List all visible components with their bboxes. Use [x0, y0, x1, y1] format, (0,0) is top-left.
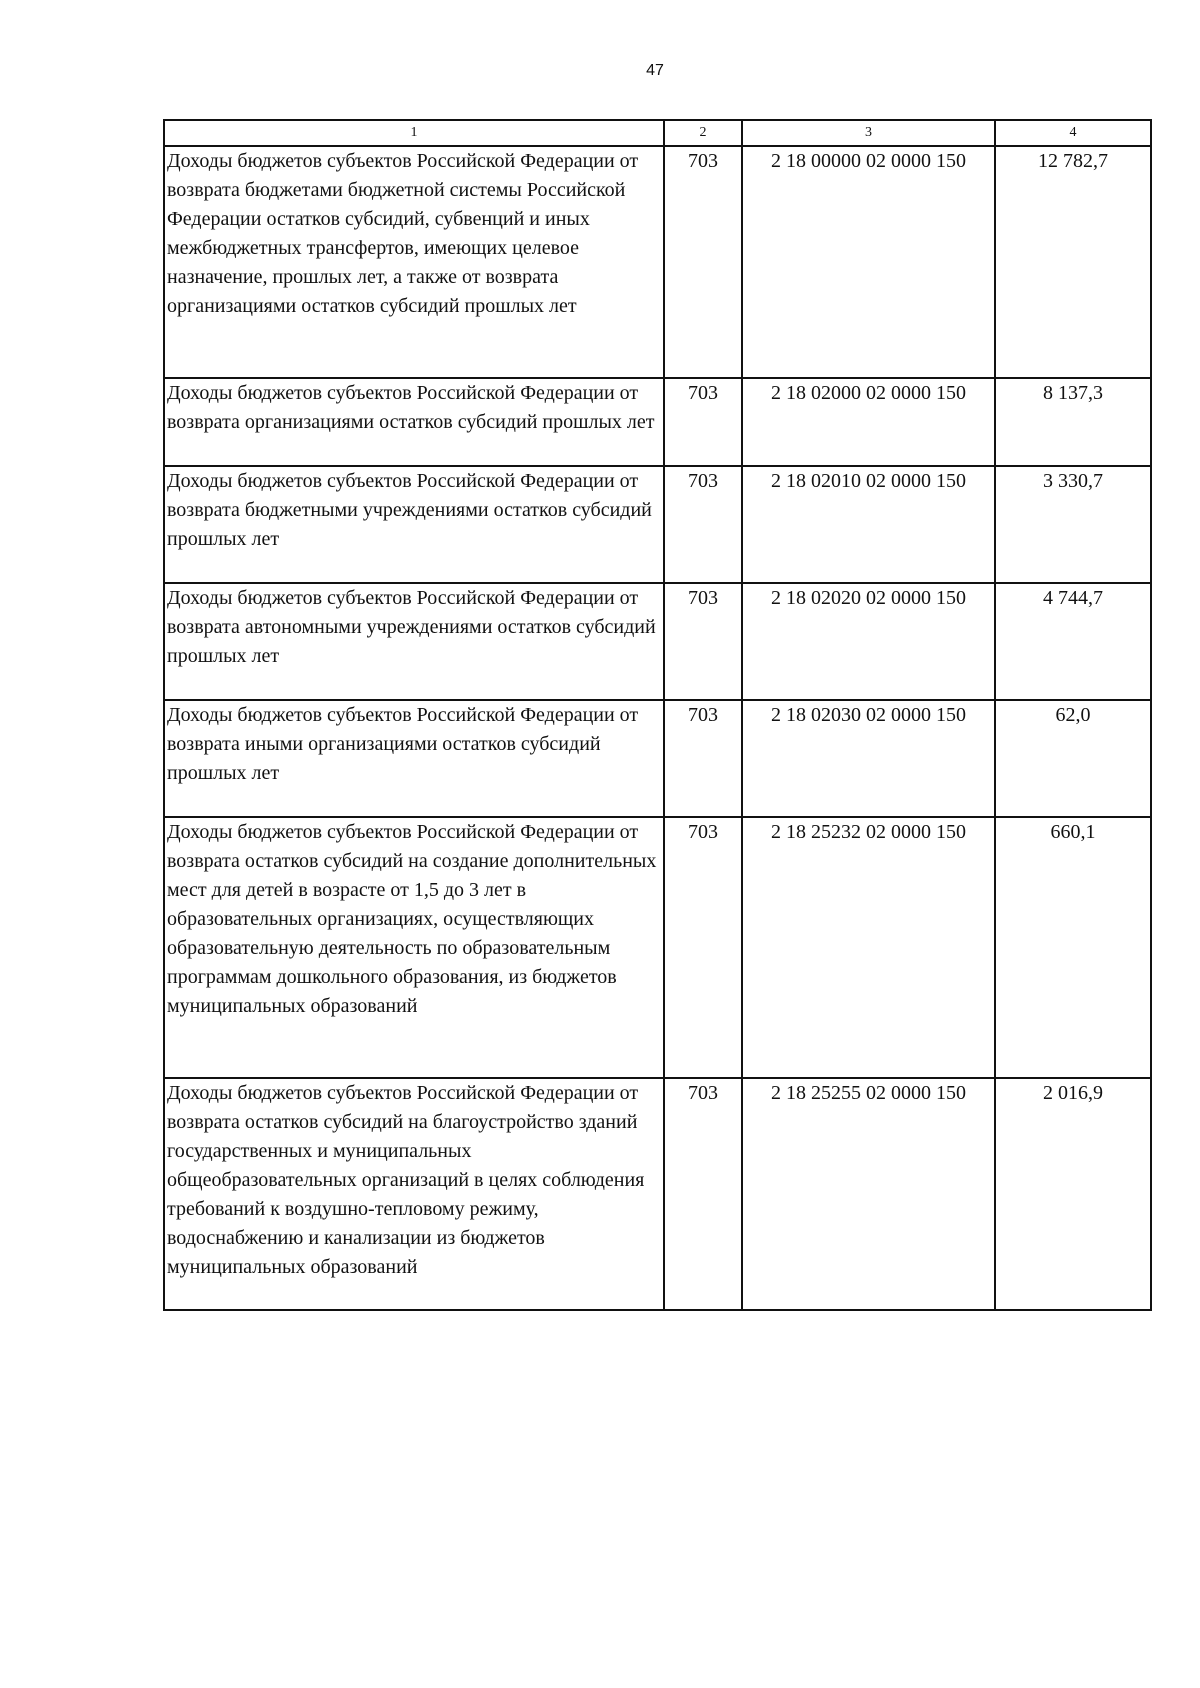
- table-header-row: [164, 120, 1151, 146]
- amount: 62,0: [995, 700, 1151, 817]
- budget-classification-code: 2 18 00000 02 0000 150: [742, 146, 995, 378]
- budget-classification-code: 2 18 02000 02 0000 150: [742, 378, 995, 466]
- page-number: 47: [646, 62, 664, 79]
- administrator-code: 703: [664, 700, 742, 817]
- column-header-1: 1: [164, 120, 664, 146]
- table-row: [164, 817, 1151, 1078]
- table-row: [164, 146, 1151, 378]
- administrator-code: 703: [664, 146, 742, 378]
- column-header-2: 2: [664, 120, 742, 146]
- column-header-3: 3: [742, 120, 995, 146]
- income-description: Доходы бюджетов субъектов Российской Федерации от возврата организациями остатков субсидий прошлых лет: [164, 378, 664, 466]
- income-description: Доходы бюджетов субъектов Российской Федерации от возврата бюджетными учреждениями остатков субсидий прошлых лет: [164, 466, 664, 583]
- amount: 3 330,7: [995, 466, 1151, 583]
- amount: 4 744,7: [995, 583, 1151, 700]
- budget-classification-code: 2 18 02010 02 0000 150: [742, 466, 995, 583]
- table-row: [164, 378, 1151, 466]
- income-description: Доходы бюджетов субъектов Российской Федерации от возврата бюджетами бюджетной системы Российской Федерации остатков субсидий, субвенций и иных межбюджетных трансфертов, имеющих целевое назначение, прошлых лет, а также от возврата организациями остатков субсидий прошлых лет: [164, 146, 664, 378]
- budget-classification-code: 2 18 25255 02 0000 150: [742, 1078, 995, 1310]
- administrator-code: 703: [664, 378, 742, 466]
- income-description: Доходы бюджетов субъектов Российской Федерации от возврата автономными учреждениями остатков субсидий прошлых лет: [164, 583, 664, 700]
- budget-classification-code: 2 18 25232 02 0000 150: [742, 817, 995, 1078]
- amount: 8 137,3: [995, 378, 1151, 466]
- budget-classification-code: 2 18 02020 02 0000 150: [742, 583, 995, 700]
- table-row: [164, 700, 1151, 817]
- income-description: Доходы бюджетов субъектов Российской Федерации от возврата иными организациями остатков субсидий прошлых лет: [164, 700, 664, 817]
- administrator-code: 703: [664, 466, 742, 583]
- table-row: [164, 466, 1151, 583]
- income-description: Доходы бюджетов субъектов Российской Федерации от возврата остатков субсидий на благоустройство зданий государственных и муниципальных общеобразовательных организаций в целях соблюдения требований к воздушно-тепловому режиму, водоснабжению и канализации из бюджетов муниципальных образований: [164, 1078, 664, 1310]
- amount: 660,1: [995, 817, 1151, 1078]
- administrator-code: 703: [664, 817, 742, 1078]
- amount: 12 782,7: [995, 146, 1151, 378]
- administrator-code: 703: [664, 583, 742, 700]
- budget-classification-code: 2 18 02030 02 0000 150: [742, 700, 995, 817]
- column-header-4: 4: [995, 120, 1151, 146]
- table-row: [164, 1078, 1151, 1310]
- administrator-code: 703: [664, 1078, 742, 1310]
- income-description: Доходы бюджетов субъектов Российской Федерации от возврата остатков субсидий на создание дополнительных мест для детей в возрасте от 1,5 до 3 лет в образовательных организациях, осуществляющих образовательную деятельность по образовательным программам дошкольного образования, из бюджетов муниципальных образований: [164, 817, 664, 1078]
- budget-income-table: [163, 119, 1152, 1311]
- table-row: [164, 583, 1151, 700]
- amount: 2 016,9: [995, 1078, 1151, 1310]
